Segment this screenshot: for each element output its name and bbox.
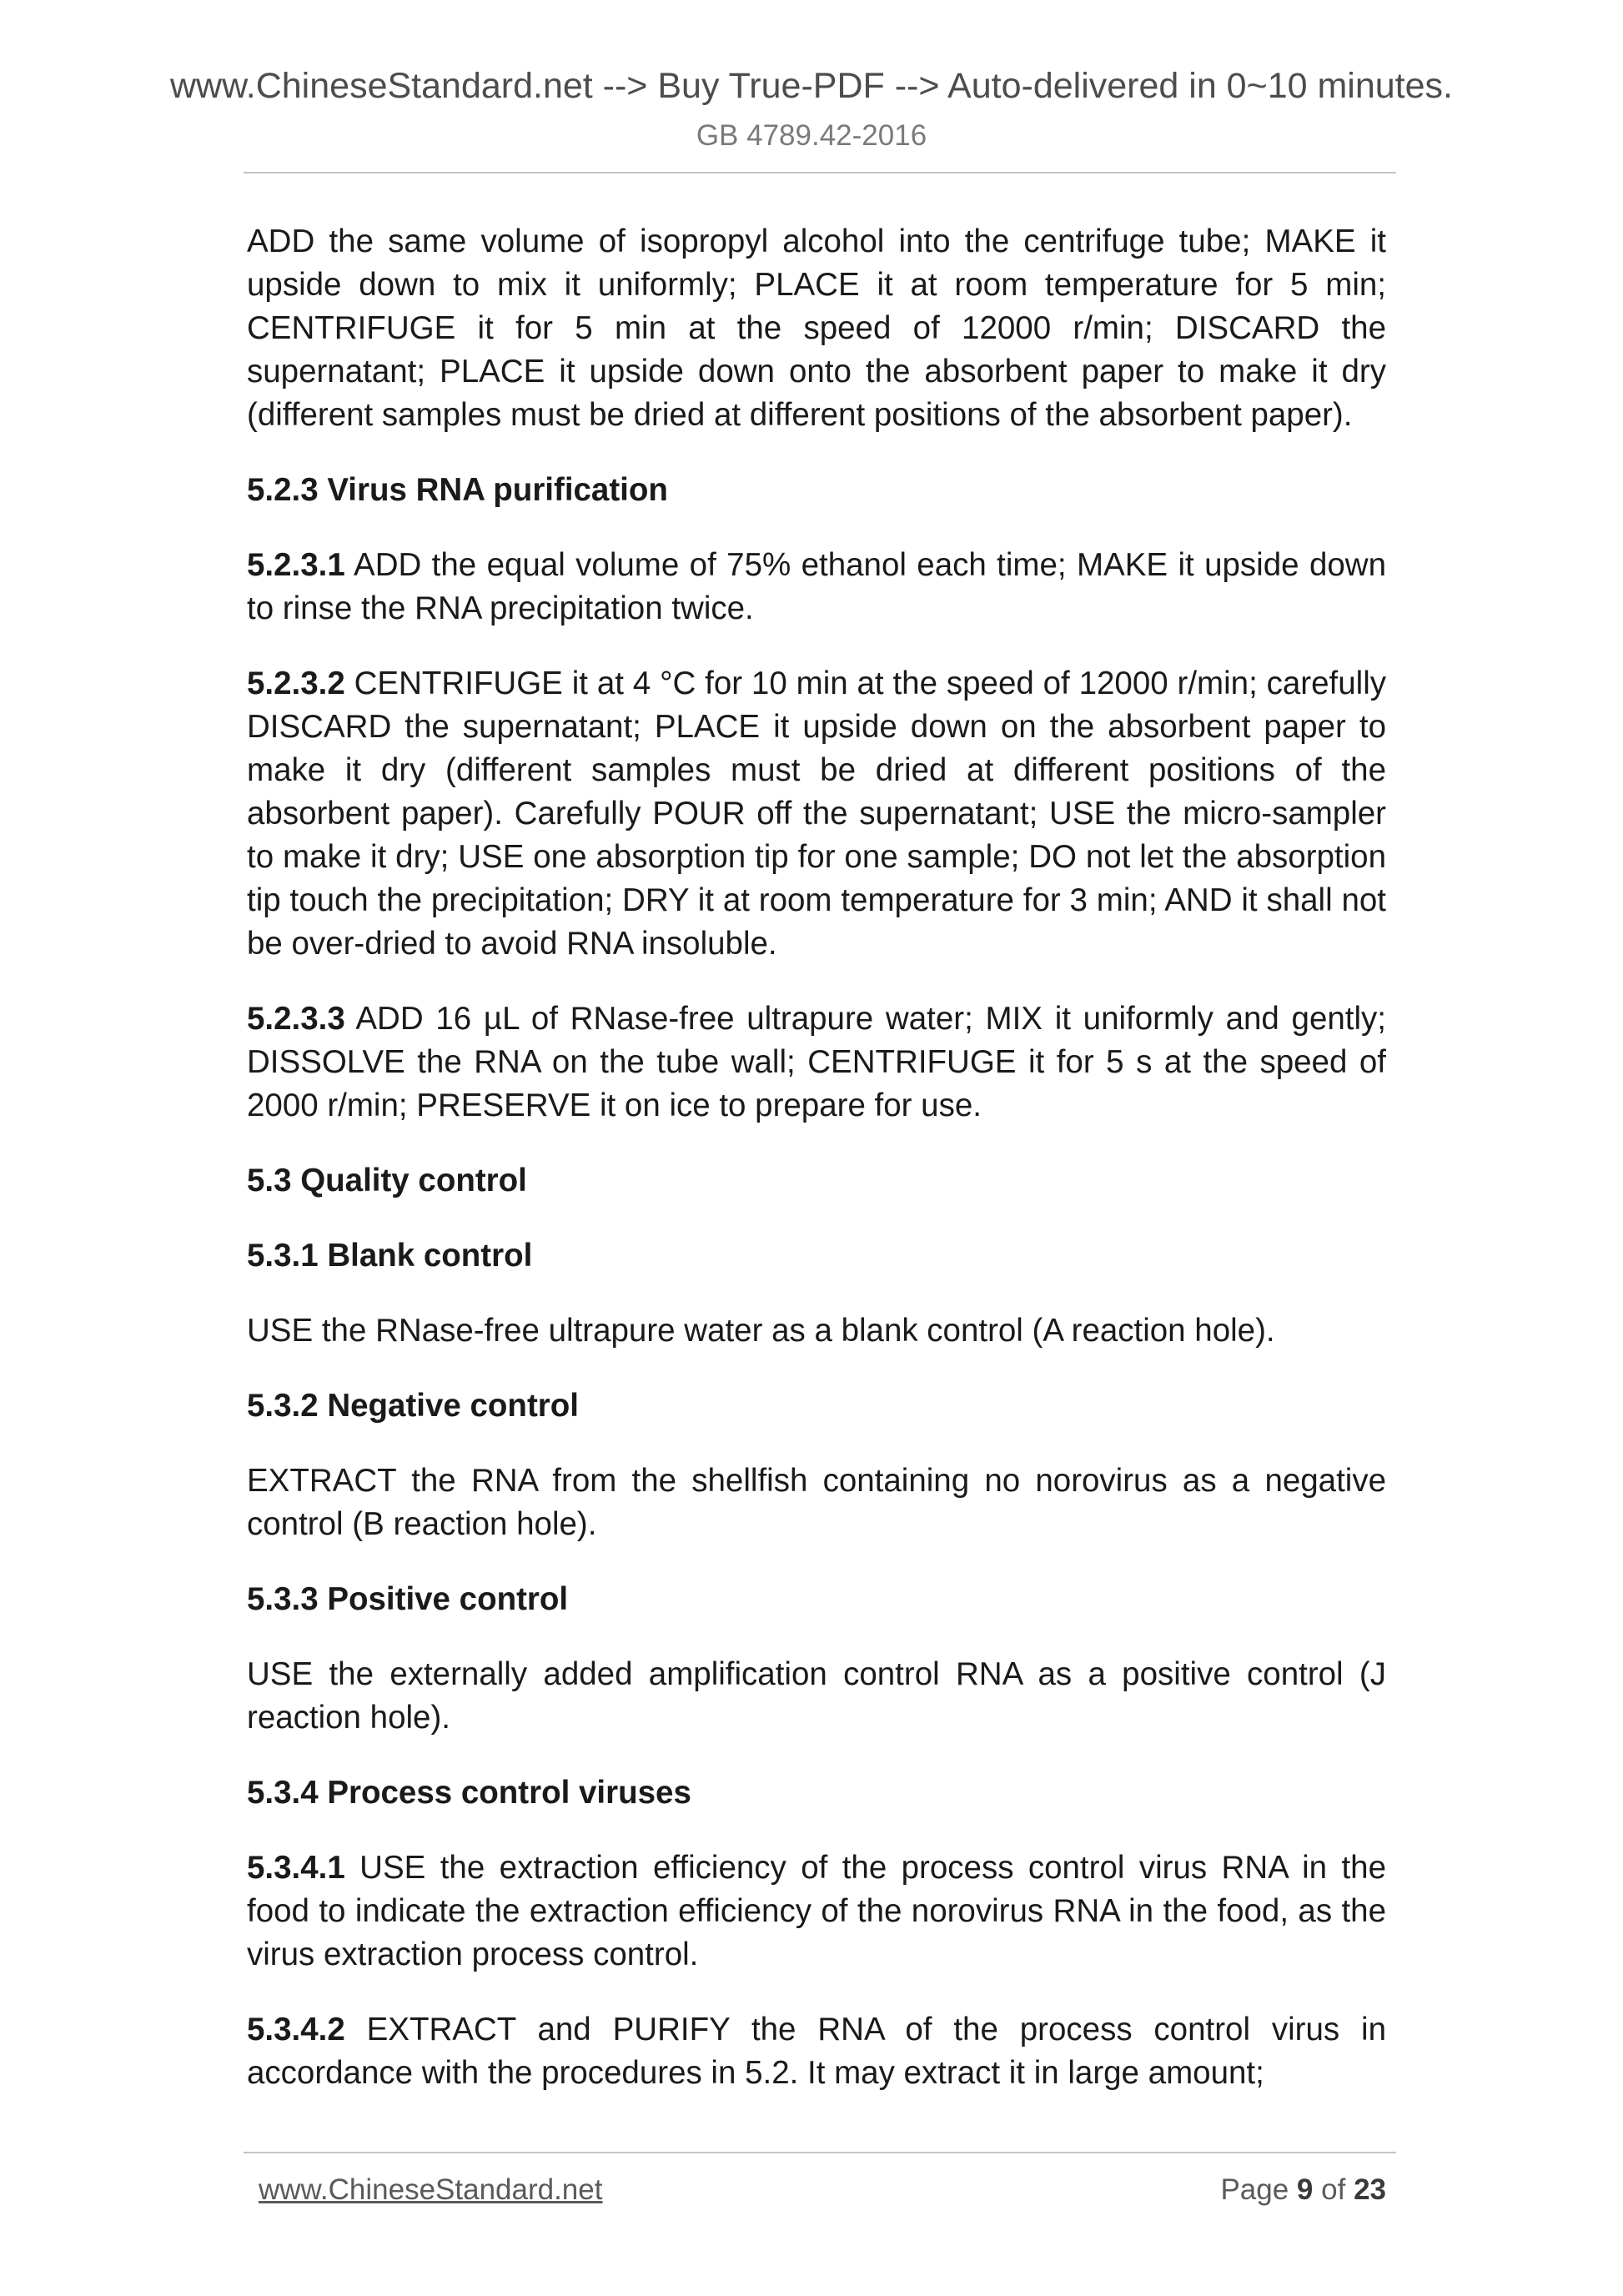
page-total: 23	[1354, 2173, 1386, 2206]
paragraph-5-3-2: EXTRACT the RNA from the shellfish containing no norovirus as a negative control (B reaction hole).	[247, 1463, 1386, 1542]
paragraph-5-3-4-2	[247, 2008, 1386, 2095]
paragraph-5-2-3-2	[247, 662, 1386, 966]
page-current: 9	[1296, 2173, 1314, 2206]
clause-number: 5.2.3.2	[247, 666, 345, 701]
page-indicator	[1220, 2173, 1386, 2207]
paragraph-5-3-1: USE the RNase-free ultrapure water as a blank control (A reaction hole).	[247, 1313, 1275, 1349]
heading-5-3-1: 5.3.1 Blank control	[247, 1238, 533, 1274]
paragraph-5-2-3-1	[247, 544, 1386, 631]
header-divider	[244, 172, 1396, 173]
footer-site-link[interactable]: www.ChineseStandard.net	[259, 2173, 603, 2206]
page-word: Page	[1220, 2173, 1289, 2206]
clause-number: 5.2.3.3	[247, 1001, 345, 1037]
paragraph-5-3-3: USE the externally added amplification control RNA as a positive control (J reaction hole).	[247, 1656, 1386, 1736]
footer-divider	[244, 2152, 1396, 2153]
heading-5-3-2: 5.3.2 Negative control	[247, 1388, 579, 1424]
paragraph-intro: ADD the same volume of isopropyl alcohol into the centrifuge tube; MAKE it upside down to mix it uniformly; PLACE it at room temperature for 5 min; CENTRIFUGE it for 5 min at the speed of 12000 r/min; DISCARD the supernatant; PLACE it upside down onto the absorbent paper to make it dry (different samples must be dried at different positions of the absorbent paper).	[247, 224, 1386, 433]
clause-text: CENTRIFUGE it at 4 °C for 10 min at the speed of 12000 r/min; carefully DISCARD the supernatant; PLACE it upside down on the absorbent paper to make it dry (different samples must be dried at different positions of the absorbent paper). Carefully POUR off the supernatant; USE the micro-sampler to make it dry; USE one absorption tip for one sample; DO not let the absorption tip touch the precipitation; DRY it at room temperature for 3 min; AND it shall not be over-dried to avoid RNA insoluble.	[247, 666, 1386, 962]
clause-number: 5.3.4.1	[247, 1850, 345, 1886]
document-body	[247, 220, 1386, 2127]
paragraph-5-2-3-3	[247, 997, 1386, 1128]
page-of: of	[1321, 2173, 1346, 2206]
standard-code: GB 4789.42-2016	[696, 119, 927, 152]
paragraph-5-3-4-1	[247, 1846, 1386, 1977]
clause-text: ADD the equal volume of 75% ethanol each time; MAKE it upside down to rinse the RNA precipitation twice.	[247, 547, 1386, 626]
heading-5-3-4: 5.3.4 Process control viruses	[247, 1775, 691, 1811]
clause-text: USE the extraction efficiency of the process control virus RNA in the food to indicate the extraction efficiency of the norovirus RNA in the food, as the virus extraction process control.	[247, 1850, 1386, 1972]
header-banner: www.ChineseStandard.net --> Buy True-PDF --> Auto-delivered in 0~10 minutes.	[169, 66, 1453, 106]
heading-5-2-3: 5.2.3 Virus RNA purification	[247, 472, 668, 508]
clause-number: 5.3.4.2	[247, 2012, 345, 2047]
clause-text: ADD 16 µL of RNase-free ultrapure water; MIX it uniformly and gently; DISSOLVE the RNA on the tube wall; CENTRIFUGE it for 5 s at the speed of 2000 r/min; PRESERVE it on ice to prepare for use.	[247, 1001, 1386, 1123]
clause-number: 5.2.3.1	[247, 547, 345, 583]
heading-5-3: 5.3 Quality control	[247, 1163, 527, 1198]
clause-text: EXTRACT and PURIFY the RNA of the process control virus in accordance with the procedures in 5.2. It may extract it in large amount;	[247, 2012, 1386, 2091]
heading-5-3-3: 5.3.3 Positive control	[247, 1581, 569, 1617]
